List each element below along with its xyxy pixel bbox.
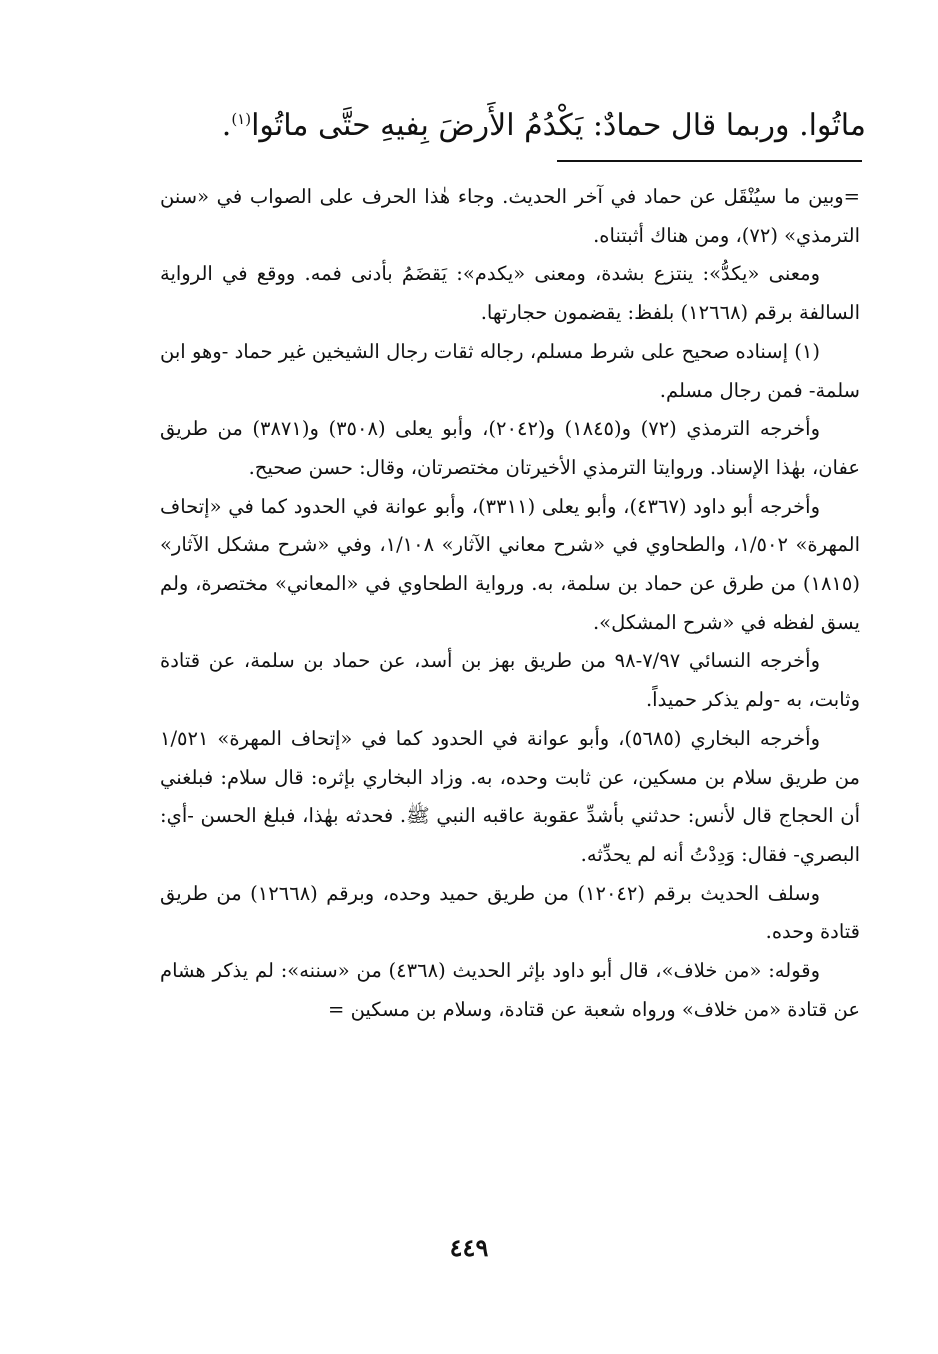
footnotes-block	[160, 178, 860, 1029]
main-text-line	[66, 95, 866, 150]
page-number: ٤٤٩	[449, 1233, 489, 1262]
main-text-end: .	[221, 108, 232, 143]
main-text: ماتُوا. وربما قال حمادٌ: يَكْدُمُ الأَرضَ بِفيهِ حتَّى ماتُوا	[251, 108, 866, 143]
footnote-paragraph: وأخرجه النسائي ٧/٩٧-٩٨ من طريق بهز بن أسد، عن حماد بن سلمة، عن قتادة وثابت، به -ولم يذكر حميداً.	[160, 649, 860, 712]
footnote-paragraph: وسلف الحديث برقم (١٢٠٤٢) من طريق حميد وحده، وبرقم (١٢٦٦٨) من طريق قتادة وحده.	[160, 881, 860, 944]
footnote-paragraph: وأخرجه الترمذي (٧٢) و(١٨٤٥) و(٢٠٤٢)، وأبو يعلى (٣٥٠٨) و(٣٨٧١) من طريق عفان، بهٰذا الإسناد. وروايتا الترمذي الأخيرتان مختصرتان، وقال: حسن صحيح.	[160, 417, 860, 479]
footnote-separator	[557, 160, 862, 162]
footnote-reference[interactable]: (١)	[231, 110, 252, 128]
footnote-paragraph: وأخرجه البخاري (٥٦٨٥)، وأبو عوانة في الحدود كما في «إتحاف المهرة» ١/٥٢١ من طريق سلام بن مسكين، عن ثابت وحده، به. وزاد البخاري بإثره: قال سلام: فبلغني أن الحجاج قال لأنس: حدثني بأشدِّ عقوبة عاقبه النبي ﷺ. فحدثه بهٰذا، فبلغ الحسن -أي: البصري- فقال: وَدِدْتُ أنه لم يحدِّثه.	[160, 726, 860, 866]
footnote-1: (١) إسناده صحيح على شرط مسلم، رجاله ثقات رجال الشيخين غير حماد -وهو ابن سلمة- فمن رجال مسلم.	[160, 339, 860, 402]
footnote-paragraph: وأخرجه أبو داود (٤٣٦٧)، وأبو يعلى (٣٣١١)، وأبو عوانة في الحدود كما في «إتحاف المهرة» ١/٥٠٢، والطحاوي في «شرح معاني الآثار» ١/١٠٨، وفي «شرح مشكل الآثار» (١٨١٥) من طرق عن حماد بن سلمة، به. ورواية الطحاوي في «المعاني» مختصرة، ولم يسق لفظه في «شرح المشكل».	[160, 494, 860, 634]
footnote-paragraph: ومعنى «يكدُّ»: ينتزع بشدة، ومعنى «يكدم»: يَقضَمُ بأدنى فمه. ووقع في الرواية السالفة برقم (١٢٦٦٨) بلفظ: يقضمون حجارتها.	[160, 262, 860, 325]
footnote-paragraph: وقوله: «من خلاف»، قال أبو داود بإثر الحديث (٤٣٦٨) من «سننه»: لم يذكر هشام عن قتادة «من خلاف» ورواه شعبة عن قتادة، وسلام بن مسكين =	[160, 959, 860, 1021]
footnote-continuation: =وبين ما سيُنْقَل عن حماد في آخر الحديث. وجاء هٰذا الحرف على الصواب في «سنن الترمذي» (٧٢)، ومن هناك أثبتناه.	[160, 185, 860, 247]
